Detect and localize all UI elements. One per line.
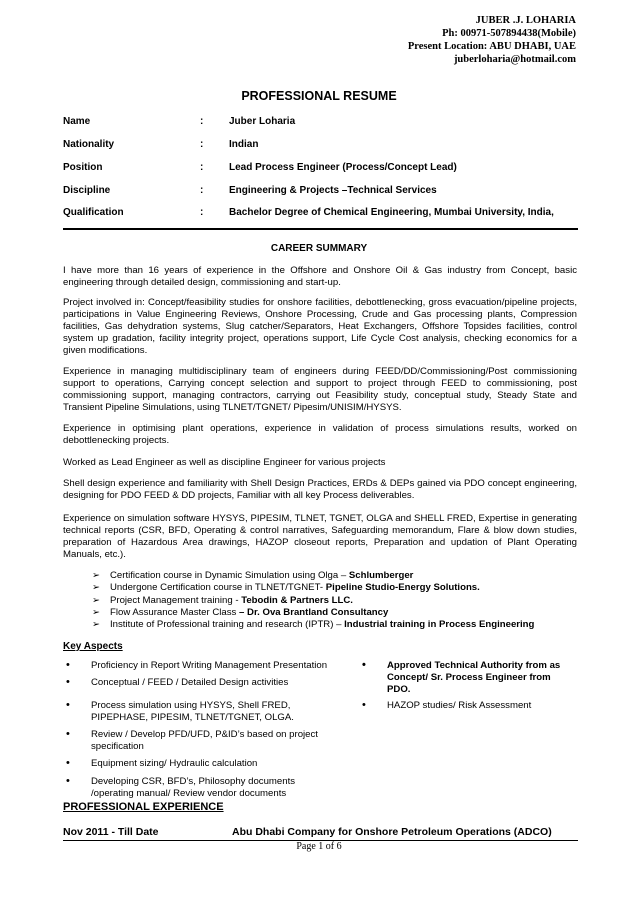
info-label: Position [63,162,103,173]
certification-provider: Pipeline Studio-Energy Solutions. [325,582,480,594]
bullet-icon: • [362,699,366,711]
present-location: Present Location: ABU DHABI, UAE [407,41,576,52]
summary-paragraph: Project involved in: Concept/feasibility studies for onshore facilities, debottlenecking, gross evacuation/pipeline projects, participations in Value Engineering Reviews, Onshore Processing, Crude and Gas processing plants, Compression facilities, Gas dehydration systems, Slug catcher/Separators, Heat Exchangers, Offshore Topsides facilities, control system up gradation, facility integrity project, operations support, Life Cycle Cost analysis, checking economics for a given modifications. [63,297,577,356]
key-aspects-title: Key Aspects [63,641,123,652]
list-item [92,570,534,582]
candidate-name: JUBER .J. LOHARIA [475,15,576,26]
summary-paragraph: I have more than 16 years of experience in the Offshore and Onshore Oil & Gas industry from Concept, basic engineering through detailed design, commissioning and start-up. [63,265,577,288]
bullet-icon: • [362,659,366,671]
key-aspect-text: Proficiency in Report Writing Management Presentation [91,660,328,671]
certification-text: Institute of Professional training and research (IPTR) – [110,619,345,631]
info-colon: : [200,162,204,173]
arrow-bullet-icon: ➢ [92,606,101,618]
key-aspect-text: Equipment sizing/ Hydraulic calculation [91,758,258,769]
info-label: Discipline [63,185,111,196]
key-aspect-text: /operating manual/ Review vendor documents [91,788,287,799]
info-value: Lead Process Engineer (Process/Concept Lead) [229,162,457,173]
certification-provider: – Dr. Ova Brantland Consultancy [239,606,389,618]
summary-paragraph: Experience on simulation software HYSYS, PIPESIM, TLNET, TGNET, OLGA and SHELL FRED, Expertise in generating technical reports (CSR, BFD, Operating & control narratives, Safeguarding memorandum, Flare & blow down studies, preparation of Hazardous Area drawings, HAZOP closeout reports, Preparation and updation of Plant Operating Manuals, etc.). [63,513,577,560]
certification-provider: Schlumberger [348,570,414,581]
certification-provider: Industrial training in Process Engineering [344,619,535,631]
info-label: Qualification [63,207,124,218]
certification-list [92,570,534,631]
email-address: juberloharia@hotmail.com [453,54,576,65]
key-aspect-text: HAZOP studies/ Risk Assessment [387,700,532,711]
key-aspect-text: PDO. [387,684,411,695]
info-colon: : [200,116,204,127]
certification-text: Project Management training - [110,594,242,606]
key-aspect-text: Process simulation using HYSYS, Shell FRED, [91,700,291,711]
career-summary-title: CAREER SUMMARY [270,243,368,254]
summary-paragraph: Worked as Lead Engineer as well as discipline Engineer for various projects [63,457,386,468]
page-title: PROFESSIONAL RESUME [241,89,397,103]
key-aspect-text: Developing CSR, BFD’s, Philosophy documents [91,776,296,787]
info-value: Bachelor Degree of Chemical Engineering, Mumbai University, India, [229,207,554,218]
phone-number: Ph: 00971-507894438(Mobile) [442,28,576,39]
arrow-bullet-icon: ➢ [92,619,101,631]
summary-paragraph: Experience in optimising plant operations, experience in validation of process simulations results, worked on debottlenecking projects. [63,423,577,446]
list-item [92,619,534,631]
arrow-bullet-icon: ➢ [92,570,101,581]
section-divider [63,228,578,230]
page-number: Page 1 of 6 [296,841,342,852]
info-value: Engineering & Projects –Technical Services [229,185,437,196]
key-aspect-text: PIPEPHASE, PIPESIM, TLNET/TGNET, OLGA. [91,712,294,723]
info-label: Name [63,116,91,127]
professional-experience-title: PROFESSIONAL EXPERIENCE [63,801,224,813]
info-colon: : [200,139,204,150]
arrow-bullet-icon: ➢ [92,594,101,606]
experience-company: Abu Dhabi Company for Onshore Petroleum Operations (ADCO) [232,826,552,838]
certification-text: Flow Assurance Master Class [110,606,240,618]
key-aspect-text: Approved Technical Authority from as [387,660,561,671]
key-aspect-text: Concept/ Sr. Process Engineer from [387,672,551,683]
key-aspect-text: Review / Develop PFD/UFD, P&ID’s based on project [91,729,318,740]
summary-paragraph: Shell design experience and familiarity with Shell Design Practices, ERDs & DEPs gained via PDO concept engineering, designing for PDO FEED & DD projects, Familiar with all key Process deliverables. [63,478,577,501]
experience-period: Nov 2011 - Till Date [63,826,159,838]
bullet-icon: • [66,728,70,740]
list-item [92,582,534,594]
bullet-icon: • [66,699,70,711]
list-item [92,607,534,619]
certification-provider: Tebodin & Partners LLC. [241,594,353,606]
bullet-icon: • [66,757,70,769]
bullet-icon: • [66,659,70,671]
certification-text: Certification course in Dynamic Simulation using Olga – [110,570,349,581]
info-label: Nationality [63,139,115,150]
info-value: Juber Loharia [229,116,296,127]
certification-text: Undergone Certification course in TLNET/TGNET- [110,582,326,594]
key-aspect-text: specification [91,741,144,752]
list-item [92,595,534,607]
bullet-icon: • [66,775,70,787]
arrow-bullet-icon: ➢ [92,582,101,594]
info-colon: : [200,185,204,196]
key-aspect-text: Conceptual / FEED / Detailed Design activities [91,677,289,688]
info-colon: : [200,207,204,218]
contact-header [408,14,576,66]
summary-paragraph: Experience in managing multidisciplinary team of engineers during FEED/DD/Commissioning/Post commissioning support to operations, Carrying concept selection and support to project through FEED to commissioning, post commissioning support, managing contractors, carrying out Feasibility study, conceptual study, Steady State and Transient Pipeline Simulations, using TLNET/TGNET/ Pipesim/UNISIM/HYSYS. [63,366,577,413]
bullet-icon: • [66,676,70,688]
info-value: Indian [229,139,259,150]
